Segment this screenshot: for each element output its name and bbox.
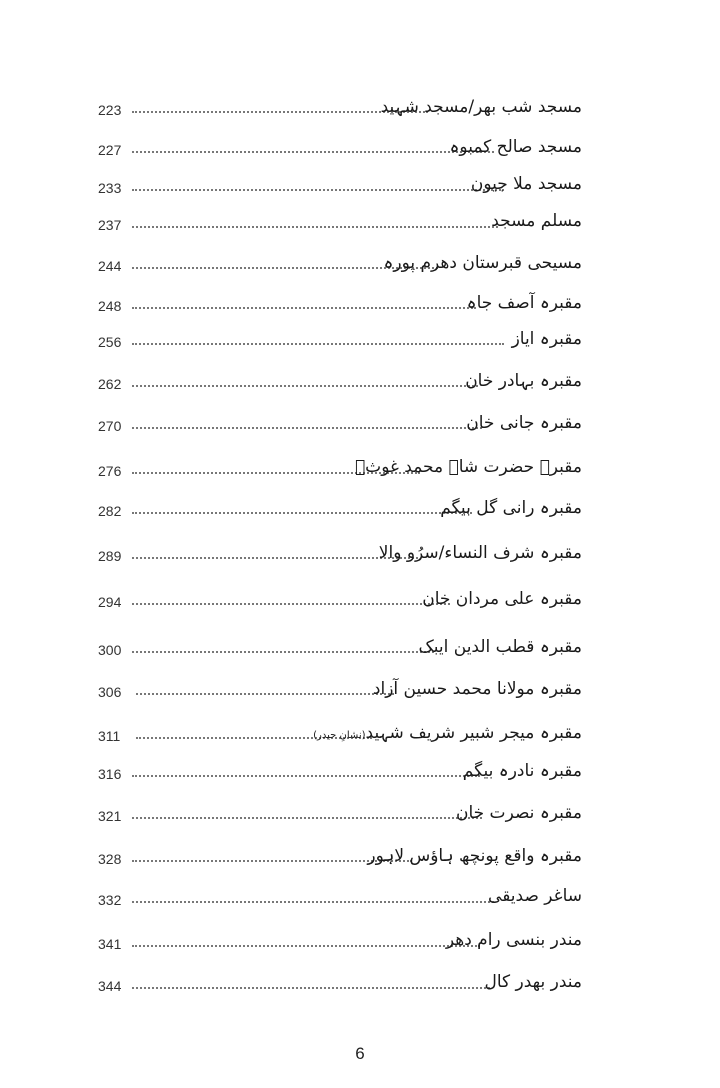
dot-leader [132,226,498,228]
entry-page-number: 332 [98,892,122,908]
toc-entry [0,588,720,618]
entry-page-number: 233 [98,180,122,196]
entry-title-note: (نشانِ حیدر) [313,730,366,741]
toc-entry [0,292,720,322]
entry-title: مقبرہ نصرت خان [455,803,582,823]
dot-leader [132,651,434,653]
toc-entry [0,328,720,358]
toc-entry [0,370,720,400]
entry-page-number: 311 [98,728,121,744]
toc-entry [0,211,720,241]
entry-page-number: 316 [98,766,122,782]
entry-title: ساغر صدیقی [488,886,582,906]
toc-entry [0,96,720,126]
dot-leader [136,693,394,695]
entry-page-number: 227 [98,142,122,158]
entry-page-number: 328 [98,851,122,867]
entry-title: مقبرہ علی مردان خان [422,589,582,609]
entry-title: مقبرہ رانی گل بیگم [440,498,582,518]
toc-entry [0,845,720,875]
entry-page-number: 294 [98,594,122,610]
entry-title: مقبرہ جانی خان [466,413,582,433]
dot-leader [132,427,482,429]
dot-leader [132,189,504,191]
toc-entry [0,252,720,282]
entry-title: مسجد ملا جیون [470,174,582,194]
dot-leader [132,901,494,903]
entry-page-number: 237 [98,217,122,233]
entry-title: مندر بنسی رام دھر [445,930,582,950]
dot-leader [132,945,480,947]
entry-title: مقبرہ ایاز [511,329,582,349]
entry-title: مقبرہ آصف جاہ [466,293,582,313]
entry-title: مسجد صالح کمبوہ [449,137,582,157]
entry-page-number: 223 [98,102,122,118]
toc-entry [0,886,720,916]
entry-page-number: 256 [98,334,122,350]
entry-page-number: 248 [98,298,122,314]
entry-page-number: 270 [98,418,122,434]
entry-page-number: 300 [98,642,122,658]
dot-leader [132,603,450,605]
dot-leader [132,307,476,309]
toc-entry [0,457,720,487]
entry-title: مقبرہ قطب الدین ایبک [418,637,582,657]
toc-entry [0,636,720,666]
entry-title: مندر بھدر کال [484,972,582,992]
entry-page-number: 321 [98,808,122,824]
entry-title: مسیحی قبرستان دھرم پورہ [383,253,582,273]
entry-title: مقبرہ نادرہ بیگم [462,761,582,781]
entry-page-number: 244 [98,258,122,274]
toc-entry [0,802,720,832]
toc-entry [0,542,720,572]
toc-entry [0,722,720,752]
entry-page-number: 341 [98,936,122,952]
entry-page-number: 306 [98,684,122,700]
dot-leader [132,817,482,819]
entry-title: مقبرہ شرف النساء/سرُو والا [378,543,582,563]
entry-title: مقبرہ حضرت شاہ محمد غوثؒ [354,457,582,477]
dot-leader [132,151,494,153]
toc-entry [0,930,720,960]
entry-page-number: 282 [98,503,122,519]
entry-title: مسلم مسجد [491,211,582,231]
entry-page-number: 276 [98,463,122,479]
toc-entry [0,972,720,1002]
dot-leader [132,987,490,989]
entry-title-text: مقبرہ میجر شبیر شریف شہید [365,723,582,743]
toc-entry [0,174,720,204]
entry-title: مقبرہ بہادر خان [465,371,582,391]
entry-page-number: 262 [98,376,122,392]
entry-title: مقبرہ مولانا محمد حسین آزاد [372,679,582,699]
page-number: 6 [355,1044,365,1063]
dot-leader [132,775,480,777]
entry-title: مقبرہ واقع پونچھ ہاؤس لاہور [367,846,582,866]
entry-page-number: 344 [98,978,122,994]
toc-entry [0,678,720,708]
toc-entry [0,136,720,166]
dot-leader [132,557,418,559]
dot-leader [132,512,472,514]
entry-title [313,722,582,743]
toc-entry [0,760,720,790]
entry-page-number: 289 [98,548,122,564]
toc-entry [0,412,720,442]
dot-leader [132,343,504,345]
entry-title: مسجد شب بھر/مسجد شہید [380,97,582,117]
toc-entry [0,497,720,527]
dot-leader [132,385,478,387]
